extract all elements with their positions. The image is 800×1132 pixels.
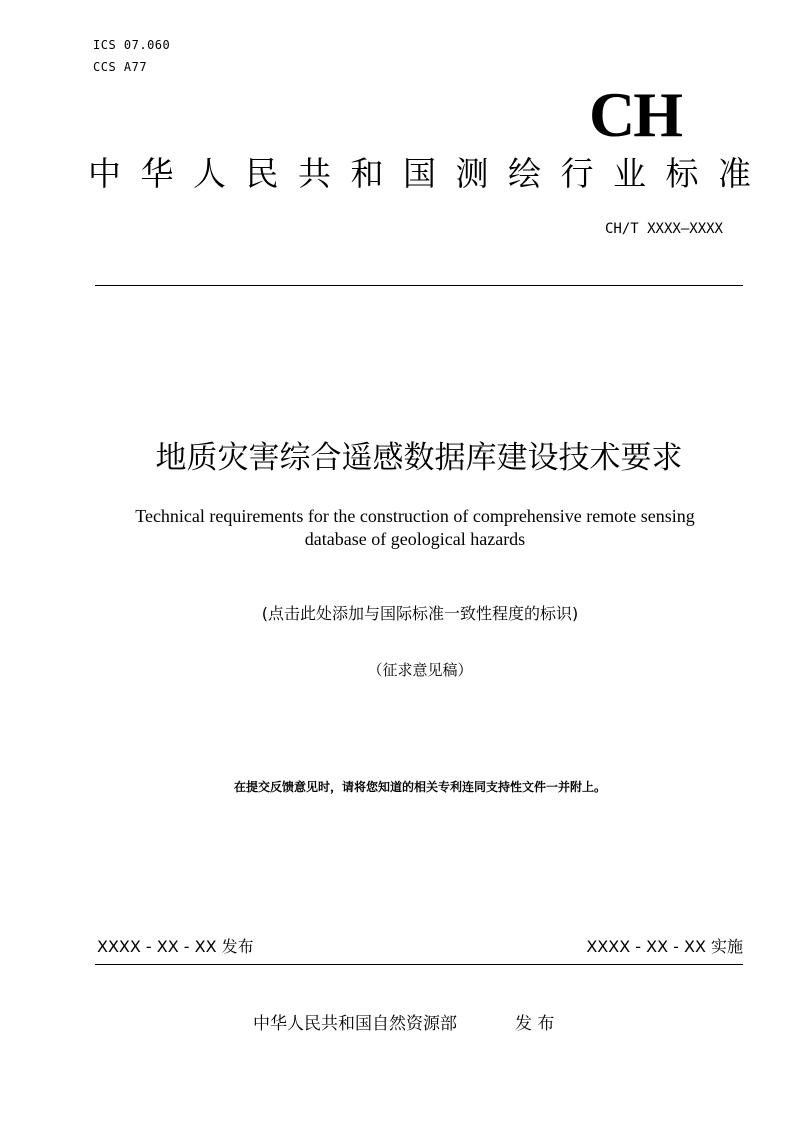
top-divider [95,285,743,286]
standard-code: CH/T XXXX—XXXX [604,221,723,237]
issue-label: 发 布 [515,1014,555,1034]
ch-logo: CH [589,79,681,150]
document-title-chinese: 地质灾害综合遥感数据库建设技术要求 [155,440,683,476]
draft-type-label: （征求意见稿） [367,661,473,679]
document-title-english: Technical requirements for the construction of comprehensive remote sensing database of geological hazards [135,506,695,549]
standard-category: 中华人民共和国测绘行业标准 [88,154,771,193]
ics-code: ICS 07.060 [93,38,171,52]
ccs-code: CCS A77 [93,60,148,74]
implement-date: XXXX - XX - XX 实施 [586,937,743,956]
issuing-authority: 中华人民共和国自然资源部 [253,1014,457,1034]
patent-notice: 在提交反馈意见时，请将您知道的相关专利连同支持性文件一并附上。 [233,780,606,794]
conformity-note: (点击此处添加与国际标准一致性程度的标识) [261,604,579,623]
publish-date: XXXX - XX - XX 发布 [97,937,254,956]
bottom-divider [95,964,743,965]
